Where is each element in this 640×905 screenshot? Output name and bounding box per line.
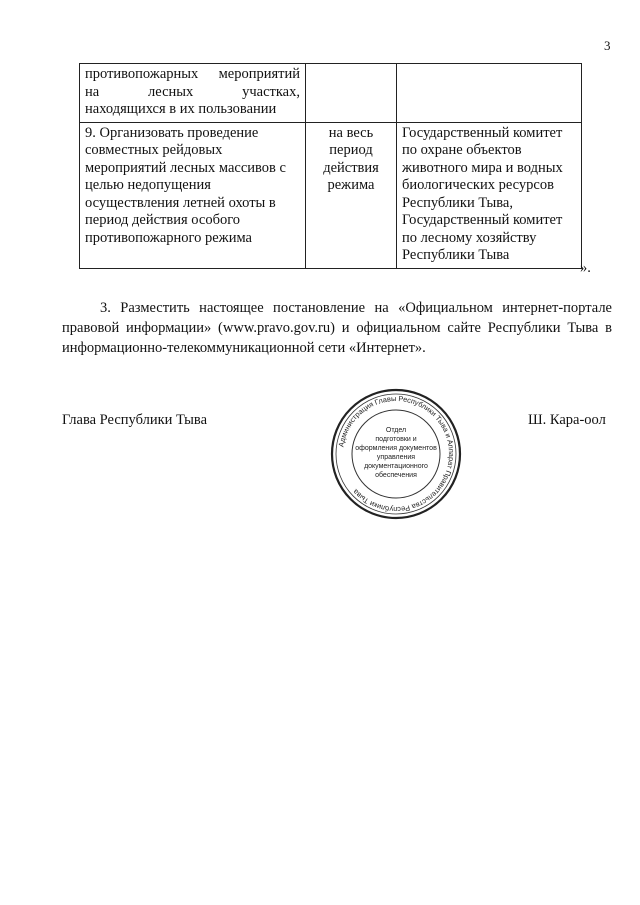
official-seal xyxy=(330,388,462,520)
seal-center-line: документационного xyxy=(364,463,428,470)
seal-center-line: подготовки и xyxy=(375,436,417,443)
seal-center-line: Отдел xyxy=(385,427,407,434)
table-cell-measure: 9. Организовать проведение совместных рейдовых мероприятий лесных массивов с целью недопущения осуществления летней охоты в период действия особого противопожарного режима xyxy=(80,122,306,268)
table-cell-term xyxy=(306,64,397,123)
seal-ring-text: Администрация Главы Республики Тыва и Аппарат Правительства Республики Тыва xyxy=(336,393,457,515)
table-cell-term: на весь период действия режима xyxy=(306,122,397,268)
seal-center-line: оформления документов xyxy=(355,445,437,452)
table-row xyxy=(80,64,582,123)
table-cell-responsible xyxy=(397,64,582,123)
measure-line: на лесных участках, xyxy=(85,83,300,100)
paragraph-3: 3. Разместить настоящее постановление на «Официальном интернет-портале правовой информации» (www.pravo.gov.ru) и официальном сайте Республики Тыва в информационно-телекоммуникационной сети «Интернет». xyxy=(62,300,612,356)
closing-quote: ». xyxy=(580,260,591,276)
measure-line: противопожарных мероприятий xyxy=(85,66,300,82)
seal-center-line: управления xyxy=(376,454,416,461)
page-number: 3 xyxy=(604,38,611,53)
table-row xyxy=(80,122,582,268)
measure-line: находящихся в их пользовании xyxy=(85,101,277,117)
table-cell-measure xyxy=(80,64,306,123)
seal-center-line: обеспечения xyxy=(375,472,417,479)
measures-table xyxy=(79,63,582,269)
signature-position: Глава Республики Тыва xyxy=(62,412,208,428)
table-cell-responsible: Государственный комитет по охране объектов животного мира и водных биологических ресурсов Республики Тыва, Государственный комитет по лесному хозяйству Республики Тыва xyxy=(397,122,582,268)
signature-name: Ш. Кара-оол xyxy=(528,412,606,428)
